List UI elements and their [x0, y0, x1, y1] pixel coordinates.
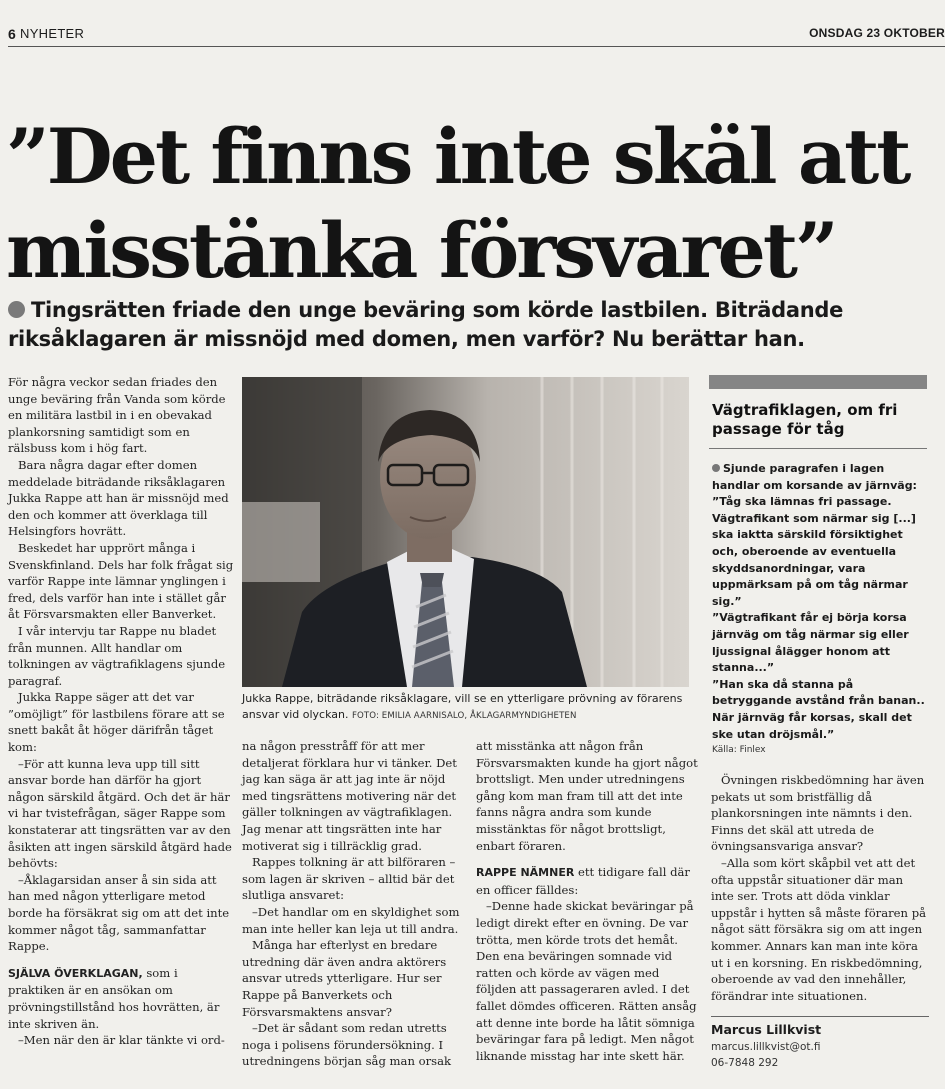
subhead-lead: RAPPE NÄMNER	[476, 866, 575, 880]
fact-quote: ”Vägtrafikant får ej börja korsa järnväg om tåg närmar sig eller ljussignal ålägger honom att stanna...”	[712, 611, 909, 675]
fact-box	[709, 375, 927, 755]
paragraph: att misstänka att någon från Försvarsmakten kunde ha gjort något brottsligt. Men under utredningens gång kom man fram till att det inte fanns några andra som kunde misstänktas för något brottsligt, enbart föraren.	[476, 739, 698, 853]
subhead-lead: SJÄLVA ÖVERKLAGAN,	[8, 966, 143, 980]
paragraph: –Åklagarsidan anser å sin sida att han med någon ytterligare metod borde ha försäkrat sig om att det inte kommer något tåg, sammanfattar Rappe.	[8, 872, 230, 954]
paragraph: Många har efterlyst en bredare utredning där även andra aktörers ansvar utreds ytterligare. Hur ser Rappe på Banverkets och Försvarsmaktens ansvar?	[242, 938, 447, 1019]
paragraph: Övningen riskbedömning har även pekats ut som bristfällig då plankorsningen inte nämnts i den. Finns det skäl att utreda de övningsansvariga ansvar?	[711, 773, 925, 854]
article-column-4	[711, 772, 929, 1004]
caption-text: Jukka Rappe, biträdande riksåklagare, vill se en ytterligare prövning av förarens ansvar vid olyckan.	[242, 692, 683, 721]
paragraph: na någon presstråff för att mer detaljerat förklara hur vi tänker. Det jag kan säga är att jag inte är nöjd med tingsrättens motivering när det gäller tolkningen av vägtrafiklagen. Jag menar att tingsrätten inte har motiverat sig i tillräcklig grad.	[242, 739, 457, 853]
deck	[8, 296, 938, 354]
fact-box-bar	[709, 375, 927, 389]
article-column-2	[242, 738, 464, 1070]
deck-line-1: Tingsrätten friade den unge beväring som körde lastbilen. Biträdande	[31, 298, 844, 322]
byline-rule	[711, 1016, 929, 1017]
page-number: 6	[8, 26, 16, 42]
paragraph-text: som i praktiken är en ansökan om prövningstillstånd hos hovrätten, är inte skriven än.	[8, 965, 220, 1031]
byline	[711, 1021, 931, 1071]
article-column-3	[476, 738, 698, 1064]
photo-caption	[242, 691, 692, 724]
fact-source: Källa: Finlex	[712, 745, 766, 756]
fact-box-title: Vägtrafiklagen, om fri passage för tåg	[712, 401, 898, 438]
paragraph: För några veckor sedan friades den unge beväring från Vanda som körde en militära lastbil in i en obevakad plankorsning samtidigt som en rälsbuss kom i hög fart.	[8, 375, 226, 456]
fact-intro	[712, 461, 927, 494]
photo-credit: FOTO: EMILIA AARNISALO, ÅKLAGARMYNDIGHETEN	[352, 711, 577, 721]
fact-box-rule	[709, 448, 927, 449]
paragraph: –Det handlar om en skyldighet som man inte heller kan leja ut till andra.	[242, 904, 460, 936]
paragraph: Beskedet har upprört många i Svenskfinland. Dels har folk frågat sig varför Rappe inte lämnar ynglingen i fred, dels varför han inte i stället går åt Försvarsmakten eller Banverket.	[8, 540, 234, 622]
paragraph	[8, 965, 234, 1032]
author-phone: 06-7848 292	[711, 1057, 779, 1069]
fact-quote: ”Tåg ska lämnas fri passage. Vägtrafikant som närmar sig [...] ska iaktta särskild försiktighet och, oberoende av eventuella skyddsanordningar, vara uppmärksam på om tåg närmar sig.”	[712, 495, 916, 608]
portrait-photo	[242, 377, 689, 687]
author-name: Marcus Lillkvist	[711, 1022, 822, 1037]
paragraph: –Denne hade skickat beväringar på ledigt direkt efter en övning. De var trötta, men körde trots det hemåt. Den ena beväringen somnade vid ratten och körde av vägen med följden att passageraren avled. I det fallet dömdes officeren. Rätten ansåg att denne inte borde ha låtit sömniga beväringar fara på ledigt. Men något liknande misstag har inte skett här.	[476, 899, 697, 1063]
paragraph: –För att kunna leva upp till sitt ansvar borde han därför ha gjort någon särskild åtgärd. Och det är här vi har tvistefrågan, säger Rappe som konstaterar att tingsrätten var av den åsikten att ingen särskild åtgärd hade behövts:	[8, 756, 232, 871]
article-column-1	[8, 374, 234, 1049]
paragraph: –Men när den är klar tänkte vi ord-	[18, 1033, 225, 1048]
deck-line-2: riksåklagaren är missnöjd med domen, men varför? Nu berättar han.	[8, 327, 805, 351]
author-email: marcus.lillkvist@ot.fi	[711, 1041, 821, 1053]
headline-line-2: misstänka försvaret”	[6, 206, 836, 295]
headline	[6, 110, 941, 298]
issue-date: ONSDAG 23 OKTOBER	[809, 26, 945, 40]
fact-box-text	[709, 461, 927, 743]
fact-intro-text: Sjunde paragrafen i lagen handlar om korsande av järnväg:	[712, 462, 917, 492]
paragraph: –Alla som kört skåpbil vet att det ofta uppstår situationer där man inte ser. Trots att döda vinklar uppstår i hytten så måste föraren på något sätt försäkra sig om att ingen kommer. Annars kan man inte köra ut i en korsning. En riskbedömning, oberoende av vad den innehåller, förändrar inte situationen.	[711, 855, 927, 1003]
page-header	[8, 26, 945, 46]
paragraph: Jukka Rappe säger att det var ”omöjligt” för lastbilens förare att se snett bakåt åt höger därifrån tåget kom:	[8, 690, 225, 755]
paragraph-text: ett tidigare fall där en officer fälldes:	[476, 865, 690, 897]
portrait-image	[242, 377, 689, 687]
header-rule	[8, 46, 945, 47]
bullet-dot-icon	[712, 464, 720, 472]
section-label: NYHETER	[20, 26, 85, 41]
paragraph: Rappes tolkning är att bilföraren – som lagen är skriven – alltid bär det slutliga ansvaret:	[242, 855, 456, 903]
fact-quote: ”Han ska då stanna på betryggande avstånd från banan.. När järnväg får korsas, skall det ske utan dröjsmål.”	[712, 677, 925, 741]
headline-line-1: ”Det finns inte skäl att	[6, 112, 909, 201]
bullet-dot-icon	[8, 301, 25, 318]
paragraph: Bara några dagar efter domen meddelade biträdande riksåklagaren Jukka Rappe att han är missnöjd med den och kommer att överklaga till Helsingfors hovrätt.	[8, 457, 229, 539]
paragraph: –Det är sådant som redan utretts noga i polisens förundersökning. I utredningens början såg man orsak	[242, 1021, 452, 1069]
paragraph: I vår intervju tar Rappe nu bladet från munnen. Allt handlar om tolkningen av vägtrafiklagens sjunde paragraf.	[8, 623, 226, 688]
paragraph	[476, 864, 698, 898]
